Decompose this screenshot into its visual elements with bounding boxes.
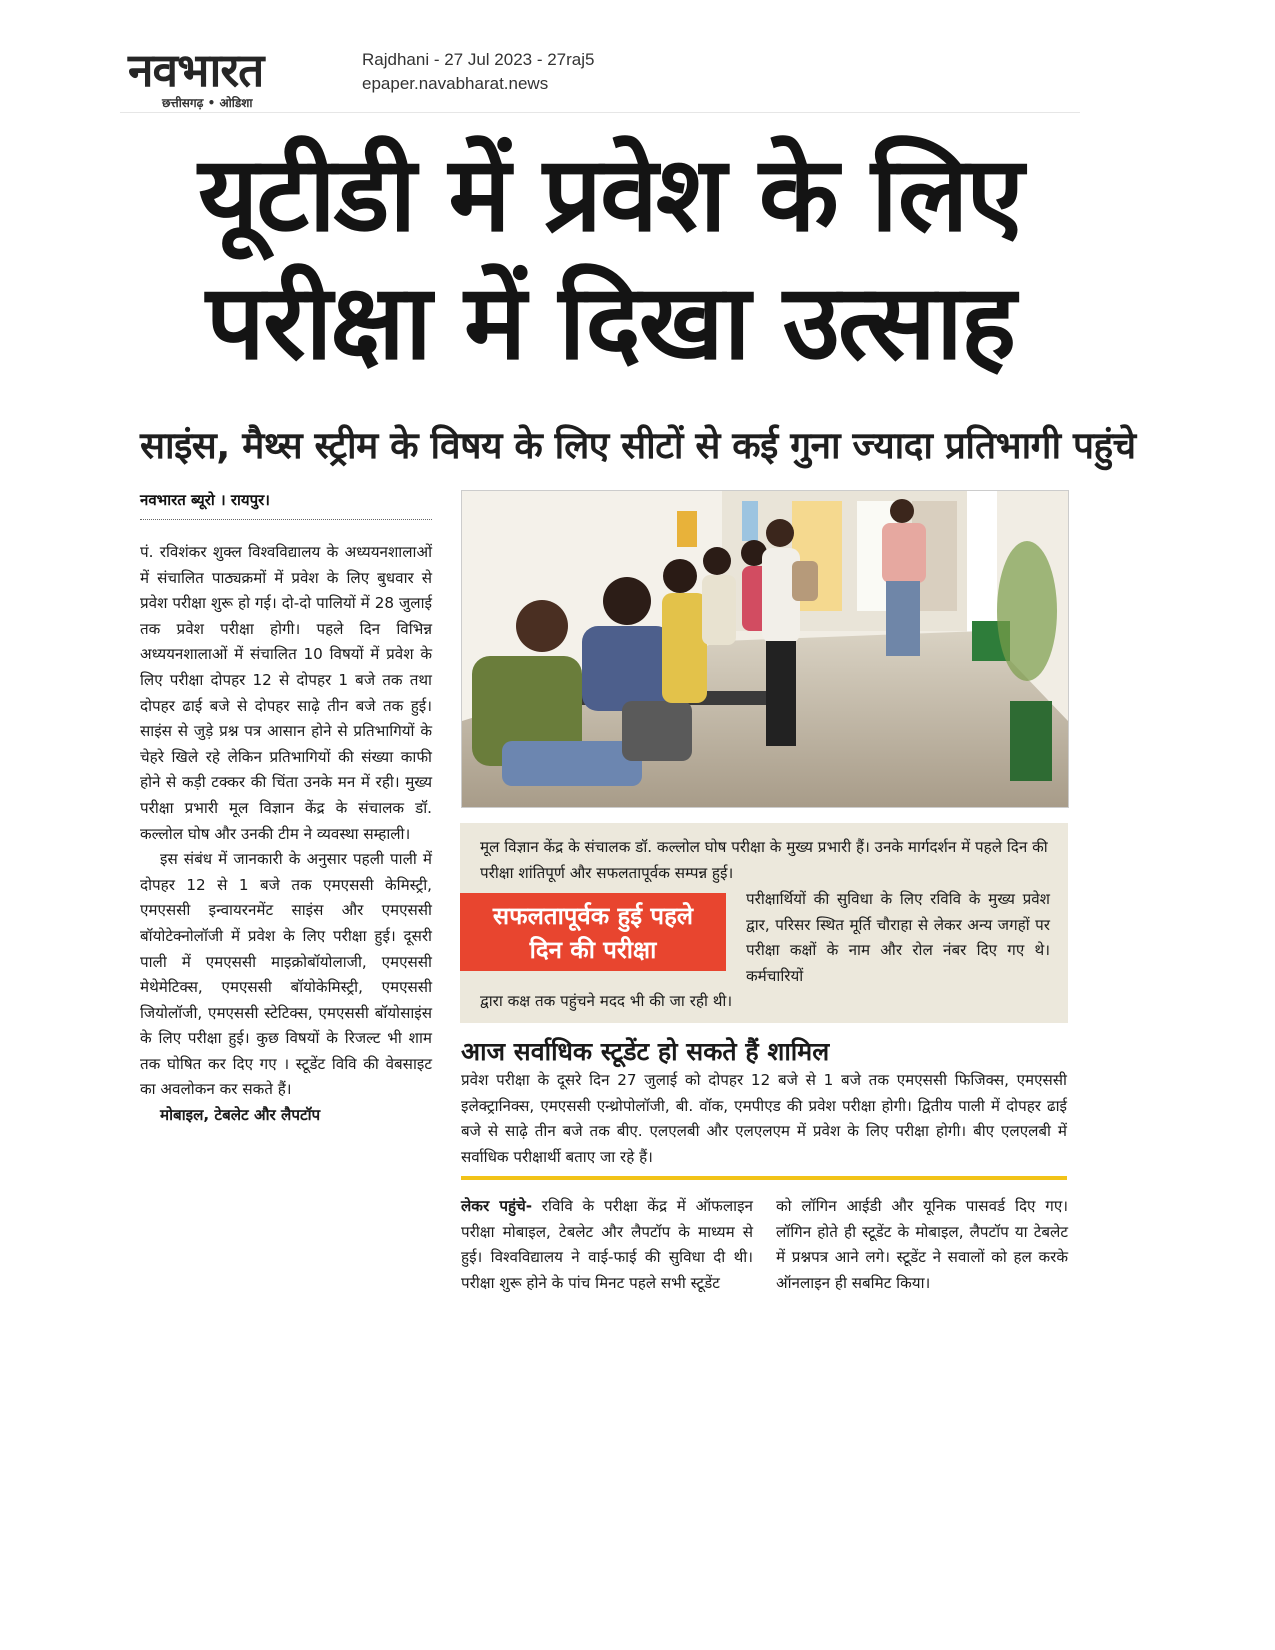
subheadline: साइंस, मैथ्स स्ट्रीम के विषय के लिए सीटों से कई गुना ज्यादा प्रतिभागी पहुंचे	[140, 424, 1136, 467]
headline-line-1: यूटीडी में प्रवेश के लिए	[198, 133, 1022, 255]
info-box-text-top: मूल विज्ञान केंद्र के संचालक डॉ. कल्लोल घोष परीक्षा के मुख्य प्रभारी हैं। उनके मार्गदर्शन में पहले दिन की परीक्षा शांतिपूर्ण और सफलतापूर्वक सम्पन्न हुई।	[480, 838, 1048, 882]
edition-line: Rajdhani - 27 Jul 2023 - 27raj5	[362, 50, 595, 69]
masthead	[120, 40, 1080, 113]
left-paragraph-2: इस संबंध में जानकारी के अनुसार पहली पाली में दोपहर 12 से 1 बजे तक एमएससी केमिस्ट्री, एमएससी इन्वायरनमेंट साइंस और एमएससी बॉयोटेक्नोलॉजी में प्रवेश के लिए परीक्षा हुई। दूसरी पाली में एमएससी माइक्रोबॉयोलाजी, एमएससी मेथेमेटिक्स, एमएससी बॉयोकेमिस्ट्री, एमएससी जियोलॉजी, एमएससी स्टेटिक्स, एमएससी बॉयोसाइंस के लिए परीक्षा हुई। कुछ विषयों के रिजल्ट भी शाम तक घोषित कर दिए गए । स्टूडेंट विवि की वेबसाइट का अवलोकन कर सकते हैं।	[140, 850, 432, 1099]
middle-column	[461, 1194, 753, 1296]
newspaper-logo	[120, 42, 340, 110]
byline: नवभारत ब्यूरो । रायपुर।	[140, 490, 432, 520]
middle-column-text: रविवि के परीक्षा केंद्र में ऑफलाइन परीक्षा मोबाइल, टेबलेट और लैपटॉप के माध्यम से हुई। विश्वविद्यालय ने वाई-फाई की सुविधा दी थी। परीक्षा शुरू होने के पांच मिनट पहले सभी स्टूडेंट	[461, 1197, 753, 1292]
badge-line-1: सफलतापूर्वक हुई पहले	[492, 902, 694, 930]
info-box-text-right: परीक्षार्थियों की सुविधा के लिए रविवि के मुख्य प्रवेश द्वार, परिसर स्थित मूर्ति चौराहा से लेकर अन्य जगहों पर परीक्षा कक्षों के नाम और रोल नंबर दिए गए थे। कर्मचारियों	[746, 890, 1050, 985]
section-body: प्रवेश परीक्षा के दूसरे दिन 27 जुलाई को दोपहर 12 बजे से 1 बजे तक एमएससी फिजिक्स, एमएससी इलेक्ट्रानिक्स, एमएससी एन्थ्रोपोलॉजी, बी. वॉक, एमपीएड की प्रवेश परीक्षा होगी। द्वितीय पाली में दोपहर ढाई बजे से साढ़े तीन बजे तक बीए. एलएलबी और एलएलएम में प्रवेश के लिए परीक्षा होगी। बीए एलएलबी में सर्वाधिक परीक्षार्थी बताए जा रहे हैं।	[461, 1071, 1067, 1166]
right-column: को लॉगिन आईडी और यूनिक पासवर्ड दिए गए। लॉगिन होते ही स्टूडेंट के मोबाइल, लैपटॉप या टेबलेट में प्रश्नपत्र आने लगे। स्टूडेंट ने सवालों को हल करके ऑनलाइन ही सबमिट किया।	[776, 1197, 1068, 1292]
middle-column-lead: लेकर पहुंचे-	[461, 1197, 533, 1215]
badge-line-2: दिन की परीक्षा	[529, 936, 657, 964]
section-divider	[461, 1176, 1067, 1180]
left-paragraph-3: मोबाइल, टेबलेट और लैपटॉप	[160, 1106, 321, 1125]
info-box	[460, 823, 1068, 1023]
headline	[130, 130, 1090, 386]
section-title: आज सर्वाधिक स्टूडेंट हो सकते हैं शामिल	[461, 1037, 830, 1066]
photo-illustration	[462, 491, 1068, 807]
epaper-url: epaper.navabharat.news	[362, 74, 549, 93]
news-photo	[461, 490, 1069, 808]
left-paragraph-1: पं. रविशंकर शुक्ल विश्वविद्यालय के अध्ययनशालाओं में संचालित पाठ्यक्रमों में प्रवेश के लिए बुधवार से प्रवेश परीक्षा शुरू हो गई। दो-दो पालियों में 28 जुलाई तक प्रवेश परीक्षा होगी। पहले दिन विभिन्न अध्ययनशालाओं में संचालित 10 विषयों में प्रवेश के लिए परीक्षा दोपहर 12 से दोपहर 1 बजे तक तथा दोपहर ढाई बजे से दोपहर साढ़े तीन बजे तक हुई। साइंस से जुड़े प्रश्न पत्र आसान होने से प्रतिभागियों के चेहरे खिले रहे लेकिन प्रतिभागियों की संख्या काफी होने से कड़ी टक्कर की चिंता उनके मन में रही। मुख्य परीक्षा प्रभारी मूल विज्ञान केंद्र के संचालक डॉ. कल्लोल घोष और उनकी टीम ने व्यवस्था सम्हाली।	[140, 543, 432, 843]
highlight-badge	[460, 893, 726, 971]
headline-line-2: परीक्षा में दिखा उत्साह	[205, 261, 1015, 383]
logo-text: नवभारत	[128, 43, 264, 97]
left-column	[140, 540, 432, 1129]
logo-subtitle: छत्तीसगढ़ • ओडिशा	[162, 96, 253, 110]
info-box-text-bottom: द्वारा कक्ष तक पहुंचने मदद भी की जा रही थी।	[480, 992, 733, 1010]
